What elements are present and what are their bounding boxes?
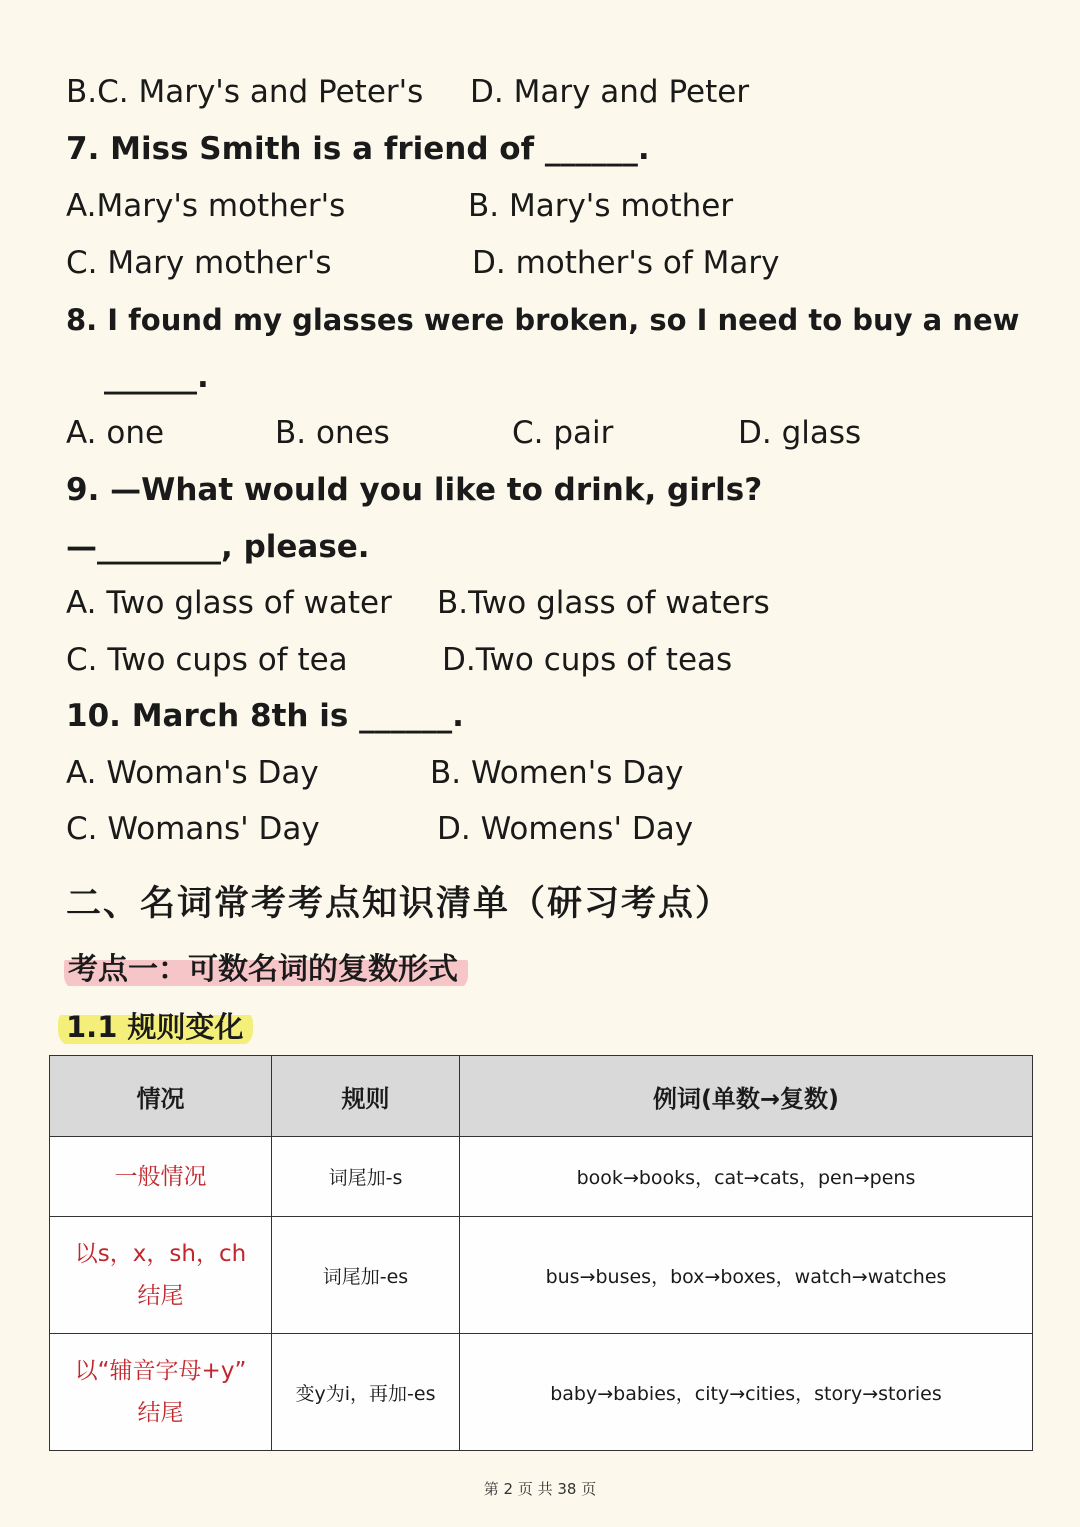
case-text: 以s，x，sh，ch <box>74 1241 247 1267</box>
q6-option-d: D. Mary and Peter <box>470 74 750 110</box>
q7-option-c: C. Mary mother's <box>66 245 332 281</box>
question-9-answer-blank: —________, please. <box>66 529 370 565</box>
case-text-cont: 结尾 <box>137 1400 184 1426</box>
case-text-cont: 结尾 <box>137 1283 184 1309</box>
rule-subheading: 1.1 规则变化 <box>58 1007 253 1047</box>
q10-option-a: A. Woman's Day <box>66 755 319 791</box>
q10-option-b: B. Women's Day <box>430 755 684 791</box>
q8-option-d: D. glass <box>738 415 862 451</box>
q8-option-a: A. one <box>66 415 165 451</box>
plural-rules-table <box>49 1055 1033 1451</box>
header-case: 情况 <box>50 1056 272 1137</box>
question-8-blank: ______. <box>104 359 209 395</box>
rule-cell: 变y为i，再加-es <box>272 1334 460 1451</box>
q6-option-bc: B.C. Mary's and Peter's <box>66 74 424 110</box>
q10-option-d: D. Womens' Day <box>437 811 694 847</box>
case-text: 一般情况 <box>114 1163 207 1190</box>
page-number: 第 2 页 共 38 页 <box>483 1480 597 1498</box>
section-title: 二、名词常考考点知识清单（研习考点） <box>66 884 733 924</box>
example-cell: bus→buses，box→boxes，watch→watches <box>460 1217 1033 1334</box>
example-cell: book→books，cat→cats，pen→pens <box>460 1137 1033 1217</box>
point-one-heading: 考点一：可数名词的复数形式 <box>64 950 468 990</box>
q10-option-c: C. Womans' Day <box>66 811 320 847</box>
q8-option-b: B. ones <box>275 415 390 451</box>
q7-option-a: A.Mary's mother's <box>66 188 346 224</box>
example-cell: baby→babies，city→cities，story→stories <box>460 1334 1033 1451</box>
rule-cell: 词尾加-es <box>272 1217 460 1334</box>
header-rule: 规则 <box>272 1056 460 1137</box>
question-10: 10. March 8th is ______. <box>66 698 464 734</box>
question-9: 9. —What would you like to drink, girls? <box>66 472 763 508</box>
table-row <box>50 1217 1033 1334</box>
table-row <box>50 1137 1033 1217</box>
q9-option-c: C. Two cups of tea <box>66 642 348 678</box>
question-8: 8. I found my glasses were broken, so I need to buy a new <box>66 303 1020 337</box>
case-cell <box>50 1217 272 1334</box>
question-7: 7. Miss Smith is a friend of ______. <box>66 131 650 167</box>
case-text: 以“辅音字母+y” <box>74 1358 247 1384</box>
table-row <box>50 1334 1033 1451</box>
rule-cell: 词尾加-s <box>272 1137 460 1217</box>
table-header-row <box>50 1056 1033 1137</box>
q8-option-c: C. pair <box>512 415 614 451</box>
q9-option-d: D.Two cups of teas <box>442 642 733 678</box>
case-cell <box>50 1137 272 1217</box>
q9-option-b: B.Two glass of waters <box>437 585 770 621</box>
q9-option-a: A. Two glass of water <box>66 585 392 621</box>
q7-option-b: B. Mary's mother <box>468 188 734 224</box>
header-example: 例词(单数→复数) <box>460 1056 1033 1137</box>
case-cell <box>50 1334 272 1451</box>
q7-option-d: D. mother's of Mary <box>472 245 780 281</box>
